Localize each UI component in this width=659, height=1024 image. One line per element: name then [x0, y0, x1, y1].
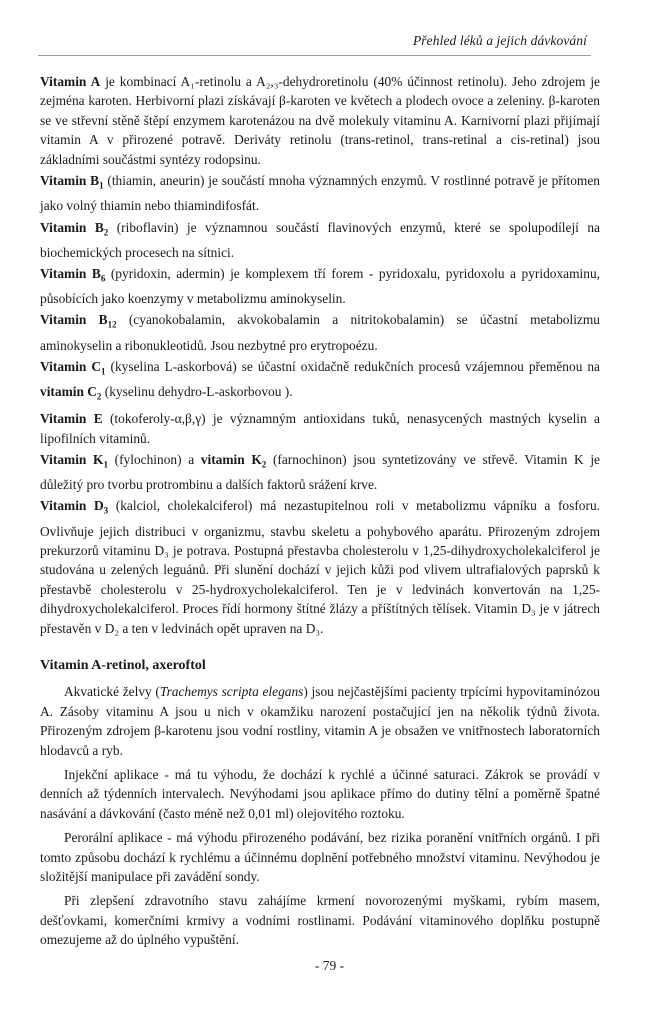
entry-text: (fylochinon) a	[107, 451, 201, 467]
entry-text: (riboflavin) je významnou součástí flavinových enzymů, které se spolupodílejí na biochemických procesech na sítnici.	[40, 219, 601, 260]
entry-text-2: (farnochinon) jsou syntetizovány ve střevě. Vitamin K je důležitý pro tvorbu protrombinu a dalších faktorů srážení krve.	[40, 451, 600, 493]
entry-text: (kalciol, cholekalciferol) má nezastupitelnou roli v metabolizmu vápníku a fosforu. Ovlivňuje jejich distribuci v organizmu, stavbu skeletu a pohybového aparátu. Přirozeným zdrojem prekurzorů vitaminu D₃ je potrava. Postupná přestavba cholesterolu v 1,25-dihydroxycholekalciferol je studována u zelených leguánů. Při slunění dochází v jejich kůži pod vlivem ultrafialových paprsků k přestavbě cholesterolu v 25-hydroxycholekalciferol. Ten je v ledvinách konvertován na 1,25-dihydroxycholekalciferol. Proces řídí hormony štítné žlázy a příštítných tělísek. Vitamin D₃ je v játrech přestavěn v D₂ a ten v ledvinách opět upraven na D₃.	[40, 498, 600, 636]
entry-term: Vitamin $B_2$	[40, 219, 109, 238]
entry-vitamin-e	[40, 409, 600, 448]
entry-vitamin-b6	[40, 264, 600, 308]
entry-text: (kyselina L-askorbová) se účastní oxidačně redukčních procesů vzájemnou přeměnou na	[105, 358, 601, 374]
paragraph-3: Perorální aplikace - má výhodu přirozeného podávání, bez rizika poranění vnitřních orgánů. I při tomto způsobu dochází k rychlému a účinnému doplnění potřebného množství vitaminu. Nevýhodou je složitější manipulace při zavádění sondy.	[40, 830, 600, 884]
entry-term: Vitamin A	[40, 74, 101, 89]
entry-text-2: (kyselinu dehydro-L-askorbovou ).	[101, 384, 293, 400]
entry-term: Vitamin $D_3$	[40, 498, 109, 517]
entry-vitamin-a	[40, 72, 600, 169]
entry-text: (thiamin, aneurin) je součástí mnoha významných enzymů. V rostlinné potravě je přítomen jako volný thiamin nebo thiamindifosfát.	[40, 173, 600, 214]
entry-term: Vitamin $C_1$	[40, 358, 106, 377]
entry-term: Vitamin $B_6$	[40, 266, 106, 284]
entry-term: Vitamin $K_1$	[40, 451, 108, 470]
header-rule	[38, 55, 591, 56]
entry-term: Vitamin $B_{12}$	[40, 312, 117, 331]
entry-vitamin-k	[40, 450, 600, 494]
entry-vitamin-b2	[40, 218, 600, 262]
running-header: Přehled léků a jejich dávkování	[412, 33, 587, 48]
entry-vitamin-b1	[40, 171, 600, 215]
entry-vitamin-b12	[40, 310, 600, 354]
paragraph-2: Injekční aplikace - má tu výhodu, že dochází k rychlé a účinné saturaci. Zákrok se provádí v denních až týdenních intervalech. Nevýhodami jsou aplikace přímo do dutiny tělní a poměrně špatné nasávání a dávkování (často méně než 0,01 ml) olejovitého roztoku.	[40, 766, 600, 821]
entry-term: Vitamin $B_1$	[40, 173, 104, 191]
entry-text: (tokoferoly-α,β,γ) je významným antioxidans tuků, nenasycených mastných kyselin a lipofilních vitaminů.	[40, 411, 600, 446]
entry-vitamin-c	[40, 357, 600, 407]
entry-text: je kombinací A₁-retinolu a A₂,₃-dehydroretinolu (40% účinnost retinolu). Jeho zdrojem je zejména karoten. Herbivorní plazi získávají β-karoten ve květech a plodech ovoce a zeleniny. β-karoten se ve střevní stěně štěpí enzymem karotenázou na dvě molekuly vitaminu A. Karnivorní plazi přijímají vitamin A v přirozené potravě. Deriváty retinolu (trans-retinol, trans-retinal a cis-retinal) jsou základními součástmi syntézy rodopsinu.	[40, 74, 600, 167]
section-heading: Vitamin A-retinol, axeroftol	[40, 657, 206, 673]
entry-vitamin-d3	[40, 496, 600, 638]
page-number: - 79 -	[314, 958, 345, 973]
entry-term: Vitamin E	[40, 411, 103, 427]
entry-term-2: vitamin $C_2$	[40, 384, 102, 402]
paragraph-1: Akvatické želvy (Trachemys scripta elegans) jsou nejčastějšími pacienty trpícími hypovitaminózou A. Zásoby vitaminu A jsou u nich v okamžiku narození postačující jen na několik týdnů života. Přirozeným zdrojem β-karotenu jsou vodní rostliny, vitamin A je obsažen ve vnitřnostech laboratorních hlodavců a ryb.	[40, 684, 601, 758]
entry-term-2: vitamin $K_2$	[200, 451, 267, 470]
body-text	[40, 72, 600, 955]
paragraph-4: Při zlepšení zdravotního stavu zahájíme krmení novorozenými myškami, rybím masem, dešťovkami, komerčními krmivy a vodními rostlinami. Podávání vitaminového doplňku postupně omezujeme až do úplného vypuštění.	[40, 893, 600, 948]
species-name: Trachemys scripta elegans	[159, 684, 304, 700]
entry-text: (pyridoxin, adermin) je komplexem tří forem - pyridoxalu, pyridoxolu a pyridoxaminu, působících jako koenzymy v metabolizmu aminokyselin.	[40, 266, 600, 307]
entry-text: (cyanokobalamin, akvokobalamin a nitritokobalamin) se účastní metabolizmu aminokyselin a ribonukleotidů. Jsou nezbytné pro erytropoézu.	[40, 312, 600, 353]
